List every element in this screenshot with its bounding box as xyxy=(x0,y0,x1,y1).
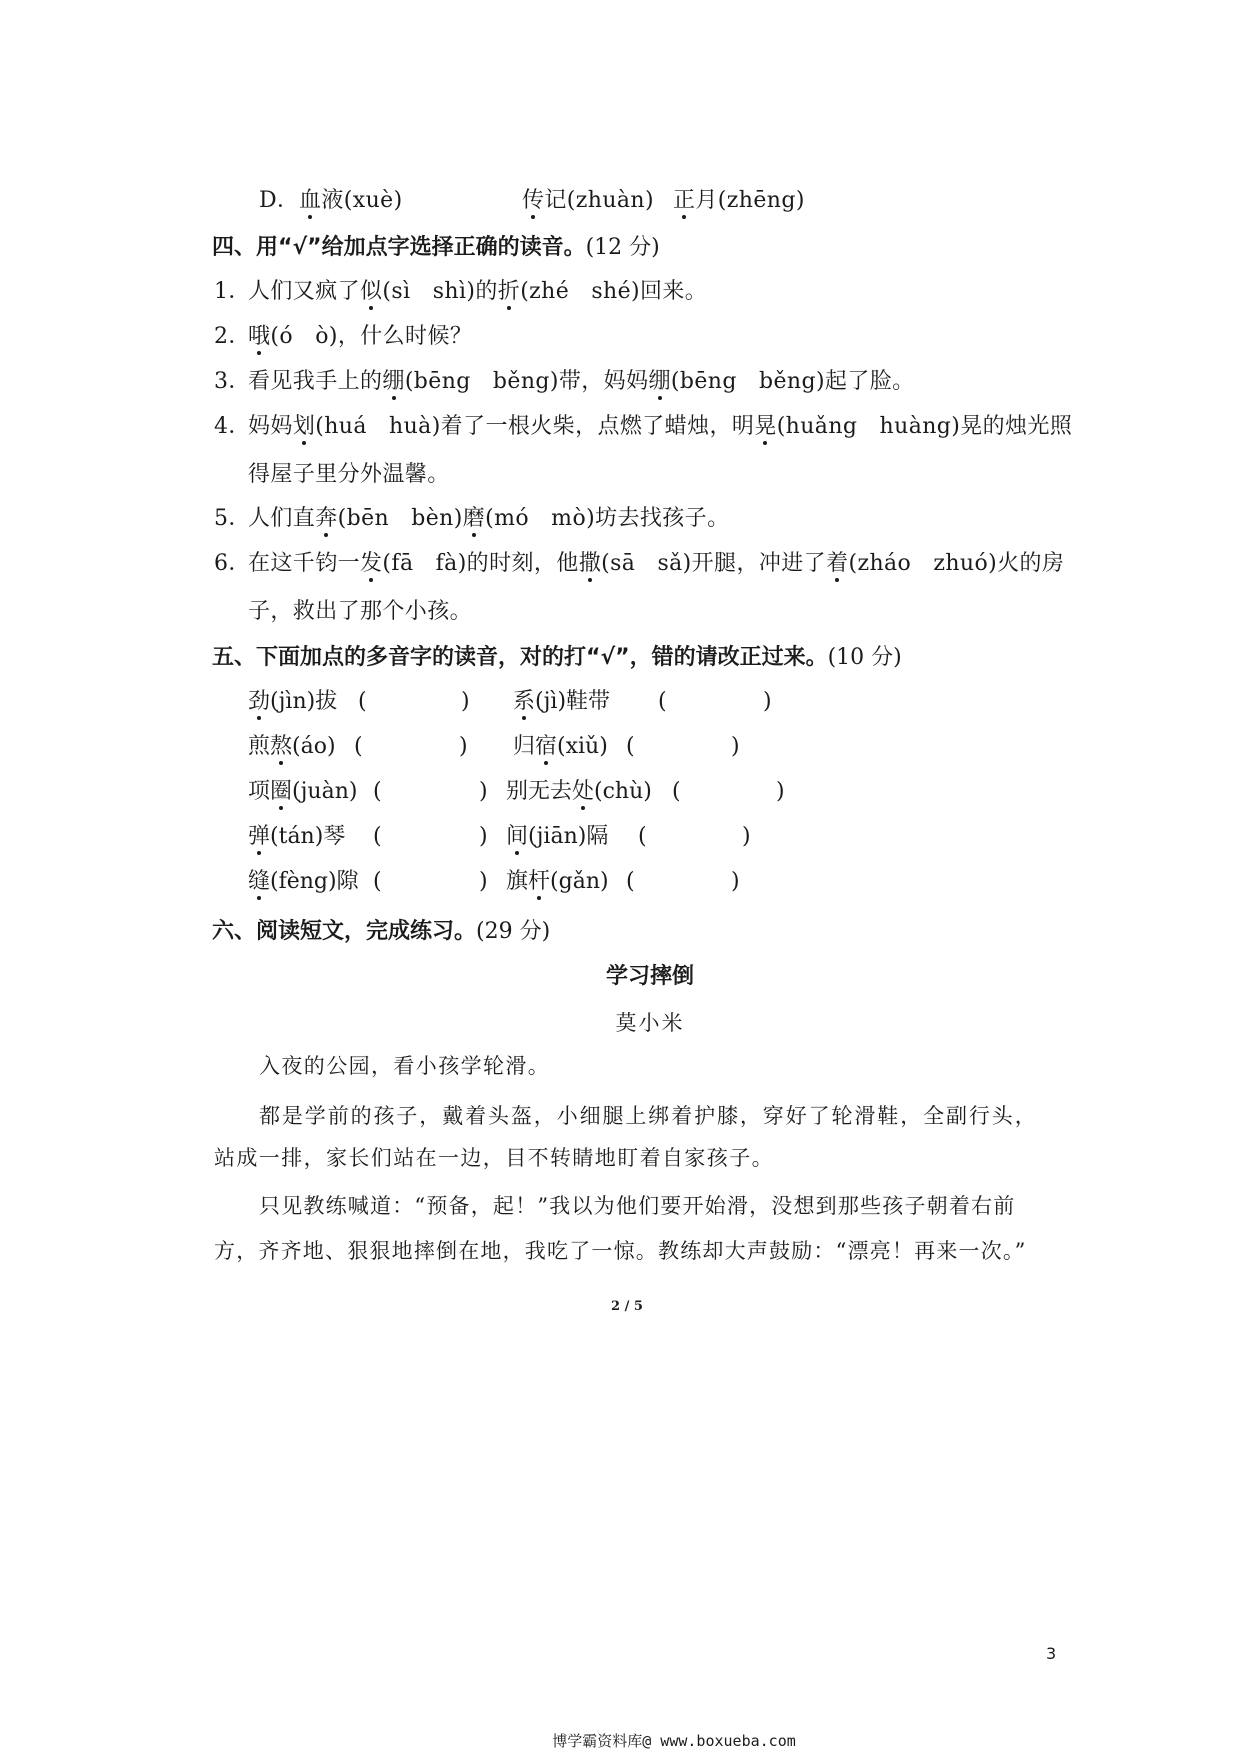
text-run: (áo) xyxy=(292,734,336,759)
answer-blank-open[interactable]: ( xyxy=(358,689,367,714)
text-run: 月(zhēng) xyxy=(695,188,805,213)
question-6-continuation xyxy=(248,598,472,626)
answer-blank-open[interactable]: ( xyxy=(638,824,647,849)
answer-blank-open[interactable]: ( xyxy=(672,779,681,804)
question-text xyxy=(248,506,729,531)
text-run: (bēn bèn) xyxy=(337,506,463,531)
answer-blank-open[interactable]: ( xyxy=(373,779,382,804)
text-run: (mó mò)坊去找孩子。 xyxy=(485,506,730,531)
text-run: (zháo zhuó)火的房 xyxy=(848,551,1065,576)
polyphone-word xyxy=(248,868,359,896)
question-5 xyxy=(214,505,729,533)
text-run: 煎 xyxy=(248,734,271,759)
question-text xyxy=(248,279,707,304)
text-run: (jiān)隔 xyxy=(528,824,609,849)
dotted-character: 宿 xyxy=(535,734,558,759)
dotted-character: 磨 xyxy=(462,506,486,531)
page-number: 3 xyxy=(1046,1644,1057,1663)
text-run: (tán)琴 xyxy=(270,824,346,849)
dotted-character: 着 xyxy=(826,551,849,576)
text-run: (jìn)拔 xyxy=(270,689,338,714)
answer-blank-open[interactable]: ( xyxy=(373,869,382,894)
dotted-character: 间 xyxy=(506,824,529,849)
dotted-character: 劲 xyxy=(248,689,271,714)
option-word xyxy=(522,187,654,215)
text-run: 旗 xyxy=(506,869,529,894)
section-score: (12 分) xyxy=(585,235,660,260)
dotted-character: 圈 xyxy=(270,779,293,804)
question-number: 2． xyxy=(214,324,251,349)
text-run: (jì)鞋带 xyxy=(535,689,611,714)
text-run: 归 xyxy=(513,734,536,759)
question-6 xyxy=(214,550,1064,578)
text-run: 在这千钧一 xyxy=(248,551,361,576)
answer-blank-close: ) xyxy=(776,779,785,804)
dotted-character: 系 xyxy=(513,689,536,714)
polyphone-row xyxy=(0,688,1241,716)
question-4 xyxy=(214,413,1072,441)
text-run: 妈妈 xyxy=(248,414,293,439)
text-run: 项 xyxy=(248,779,271,804)
polyphone-word xyxy=(248,823,345,851)
polyphone-row xyxy=(0,868,1241,896)
question-number: 3． xyxy=(214,369,251,394)
passage-paragraph-1: 入夜的公园，看小孩学轮滑。 xyxy=(259,1054,551,1078)
answer-blank-open[interactable]: ( xyxy=(626,734,635,759)
polyphone-word xyxy=(513,688,610,716)
text-run: (gǎn) xyxy=(550,869,609,894)
answer-blank-close: ) xyxy=(731,734,740,759)
text-run: (bēng běng)带，妈妈 xyxy=(404,369,649,394)
answer-blank-close: ) xyxy=(763,689,772,714)
passage-title: 学习摔倒 xyxy=(605,964,694,989)
passage-paragraph-2-continuation: 站成一排，家长们站在一边，目不转睛地盯着自家孩子。 xyxy=(214,1146,774,1170)
section-heading-text: 六、阅读短文，完成练习。 xyxy=(212,919,477,944)
question-number: 4． xyxy=(214,414,251,439)
dotted-character: 杆 xyxy=(528,869,551,894)
question-3 xyxy=(214,368,915,396)
answer-blank-close: ) xyxy=(479,824,488,849)
text-run: (zhé shé)回来。 xyxy=(520,279,708,304)
option-word xyxy=(673,187,805,215)
answer-blank-close: ) xyxy=(459,734,468,759)
text-run: (huá huà)着了一根火柴，点燃了蜡烛，明 xyxy=(315,414,755,439)
answer-blank-close: ) xyxy=(731,869,740,894)
section-heading-text: 五、下面加点的多音字的读音，对的打“√”，错的请改正过来。 xyxy=(212,645,828,670)
polyphone-word xyxy=(248,778,357,806)
answer-blank-open[interactable]: ( xyxy=(373,824,382,849)
option-word xyxy=(299,187,403,215)
dotted-character: 折 xyxy=(497,279,521,304)
text-run: (fèng)隙 xyxy=(270,869,359,894)
dotted-character: 奔 xyxy=(315,506,338,531)
section-score: (29 分) xyxy=(476,919,551,944)
polyphone-word xyxy=(248,688,337,716)
dotted-character: 绷 xyxy=(382,369,405,394)
text-run: (bēng běng)起了脸。 xyxy=(670,369,915,394)
dotted-character: 绷 xyxy=(648,369,671,394)
question-text xyxy=(248,369,915,394)
text-run: 记(zhuàn) xyxy=(544,188,654,213)
answer-blank-open[interactable]: ( xyxy=(626,869,635,894)
text-run: (chù) xyxy=(594,779,652,804)
answer-blank-close: ) xyxy=(461,689,470,714)
dotted-character: 似 xyxy=(360,279,383,304)
text-run: (huǎng huàng)晃的烛光照 xyxy=(776,414,1073,439)
polyphone-word xyxy=(506,823,608,851)
answer-blank-close: ) xyxy=(479,779,488,804)
dotted-character: 传 xyxy=(522,188,545,213)
section-score: (10 分) xyxy=(827,645,902,670)
text-run: 得屋子里分外温馨。 xyxy=(248,462,450,487)
question-text xyxy=(248,414,1072,439)
question-number: 5． xyxy=(214,506,251,531)
text-run: 别无去 xyxy=(506,779,573,804)
dotted-character: 正 xyxy=(673,188,696,213)
answer-blank-open[interactable]: ( xyxy=(658,689,667,714)
passage-paragraph-2: 都是学前的孩子，戴着头盔，小细腿上绑着护膝，穿好了轮滑鞋，全副行头， xyxy=(259,1104,1038,1128)
dotted-character: 熬 xyxy=(270,734,293,759)
polyphone-row xyxy=(0,823,1241,851)
polyphone-word xyxy=(506,868,609,896)
passage-author: 莫小米 xyxy=(615,1011,685,1035)
polyphone-row xyxy=(0,733,1241,761)
text-run: 人们又疯了 xyxy=(248,279,361,304)
passage-paragraph-3: 只见教练喊道：“预备，起！”我以为他们要开始滑，没想到那些孩子朝着右前 xyxy=(259,1194,1016,1218)
polyphone-word xyxy=(513,733,608,761)
text-run: (sā sǎ)开腿，冲进了 xyxy=(601,551,827,576)
text-run: (juàn) xyxy=(292,779,358,804)
text-run: (ó ò)，什么时候？ xyxy=(270,324,473,349)
answer-blank-close: ) xyxy=(479,869,488,894)
polyphone-word xyxy=(248,733,336,761)
dotted-character: 撒 xyxy=(578,551,602,576)
passage-paragraph-3-continuation: 方，齐齐地、狠狠地摔倒在地，我吃了一惊。教练却大声鼓励：“漂亮！再来一次。” xyxy=(214,1239,1027,1263)
section-4-heading xyxy=(212,234,660,262)
text-run: (xiǔ) xyxy=(557,734,608,759)
section-5-heading xyxy=(212,644,902,672)
text-run: 人们直 xyxy=(248,506,316,531)
text-run: (fā fà)的时刻，他 xyxy=(382,551,579,576)
dotted-character: 弹 xyxy=(248,824,271,849)
text-run: (sì shì)的 xyxy=(382,279,498,304)
dotted-character: 缝 xyxy=(248,869,271,894)
section-6-heading xyxy=(212,918,550,946)
option-label: D． xyxy=(259,188,300,213)
question-text xyxy=(248,324,472,349)
dotted-character: 处 xyxy=(572,779,595,804)
dotted-character: 晃 xyxy=(754,414,777,439)
question-1 xyxy=(214,278,707,306)
section-heading-text: 四、用“√”给加点字选择正确的读音。 xyxy=(212,235,586,260)
page-indicator: 2 / 5 xyxy=(611,1299,643,1314)
question-2 xyxy=(214,323,472,351)
answer-blank-close: ) xyxy=(742,824,751,849)
footer-watermark: 博学霸资料库@ www.boxueba.com xyxy=(552,1732,796,1750)
text-run: 液(xuè) xyxy=(321,188,403,213)
polyphone-row xyxy=(0,778,1241,806)
answer-blank-open[interactable]: ( xyxy=(354,734,363,759)
text-run: 子，救出了那个小孩。 xyxy=(248,599,473,624)
question-number: 1． xyxy=(214,279,251,304)
dotted-character: 哦 xyxy=(248,324,271,349)
question-4-continuation xyxy=(248,461,450,489)
polyphone-word xyxy=(506,778,652,806)
question-text xyxy=(248,551,1064,576)
question-number: 6． xyxy=(214,551,251,576)
text-run: 看见我手上的 xyxy=(248,369,383,394)
dotted-character: 血 xyxy=(299,188,322,213)
dotted-character: 划 xyxy=(292,414,316,439)
dotted-character: 发 xyxy=(360,551,383,576)
